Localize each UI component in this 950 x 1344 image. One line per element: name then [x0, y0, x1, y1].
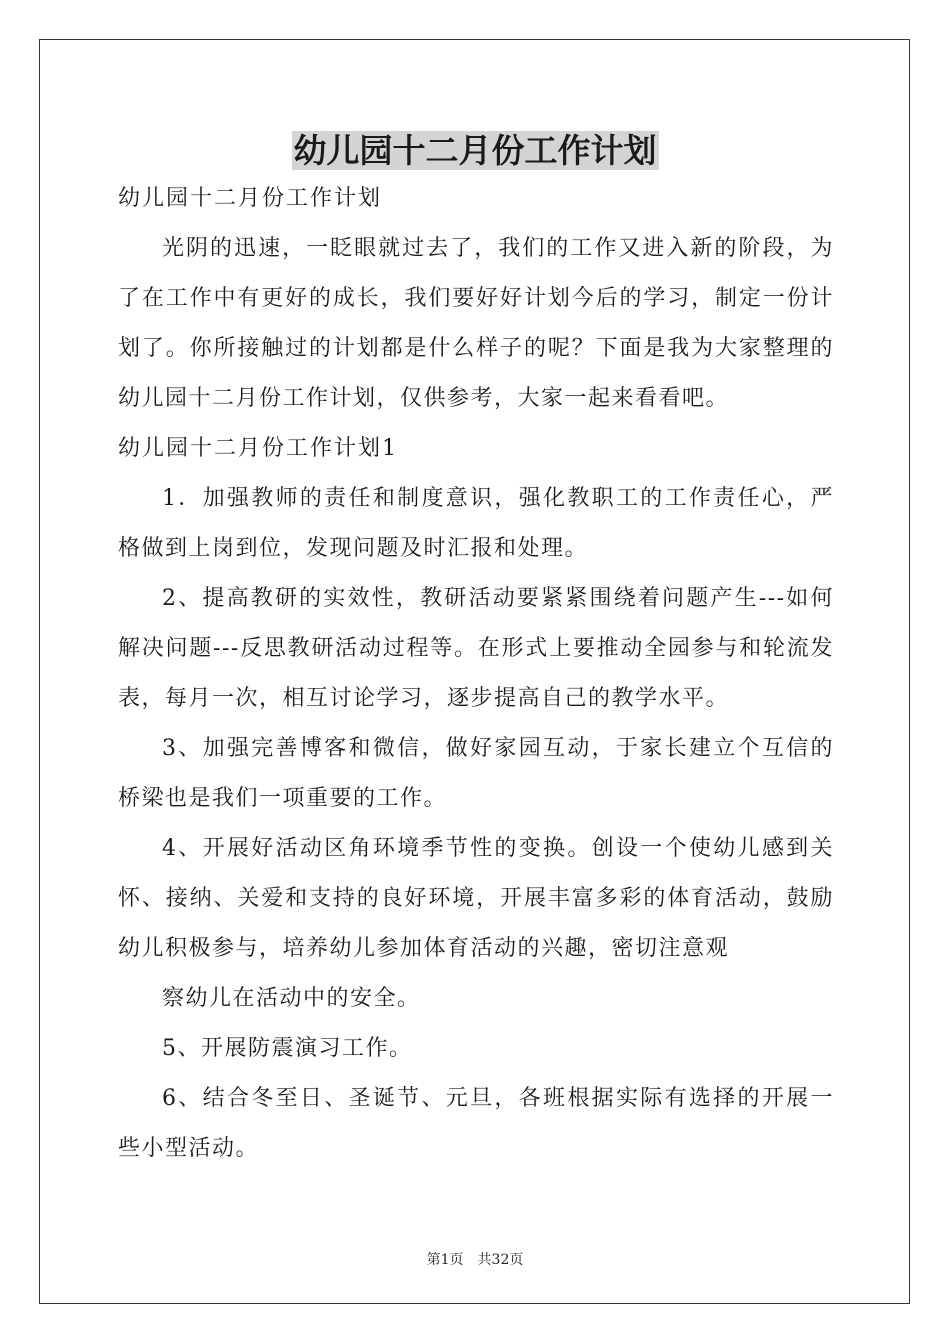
- list-item: 4、开展好活动区角环境季节性的变换。创设一个使幼儿感到关怀、接纳、关爱和支持的良好环境，开展丰富多彩的体育活动，鼓励幼儿积极参与，培养幼儿参加体育活动的兴趣，密切注意观: [118, 836, 834, 961]
- section-heading: 幼儿园十二月份工作计划1: [118, 436, 398, 461]
- page-footer: 第1页 共32页: [426, 1252, 524, 1268]
- list-item: 3、加强完善博客和微信，做好家园互动，于家长建立个互信的桥梁也是我们一项重要的工作。: [118, 736, 834, 811]
- intro-paragraph: 光阴的迅速，一眨眼就过去了，我们的工作又进入新的阶段，为了在工作中有更好的成长，我们要好好计划今后的学习，制定一份计划了。你所接触过的计划都是什么样子的呢？下面是我为大家整理的幼儿园十二月份工作计划，仅供参考，大家一起来看看吧。: [118, 236, 834, 411]
- document-title: [0, 126, 950, 176]
- list-item: 察幼儿在活动中的安全。: [162, 986, 421, 1011]
- list-item: 6、结合冬至日、圣诞节、元旦，各班根据实际有选择的开展一些小型活动。: [118, 1086, 834, 1161]
- document-subtitle: 幼儿园十二月份工作计划: [118, 186, 383, 211]
- list-item: 1．加强教师的责任和制度意识，强化教职工的工作责任心，严格做到上岗到位，发现问题及时汇报和处理。: [118, 486, 834, 561]
- list-item: 2、提高教研的实效性，教研活动要紧紧围绕着问题产生---如何解决问题---反思教研活动过程等。在形式上要推动全园参与和轮流发表，每月一次，相互讨论学习，逐步提高自己的教学水平。: [118, 586, 834, 711]
- document-body: [118, 174, 834, 1174]
- document-title-text: 幼儿园十二月份工作计划: [293, 131, 657, 170]
- list-item: 5、开展防震演习工作。: [162, 1036, 413, 1061]
